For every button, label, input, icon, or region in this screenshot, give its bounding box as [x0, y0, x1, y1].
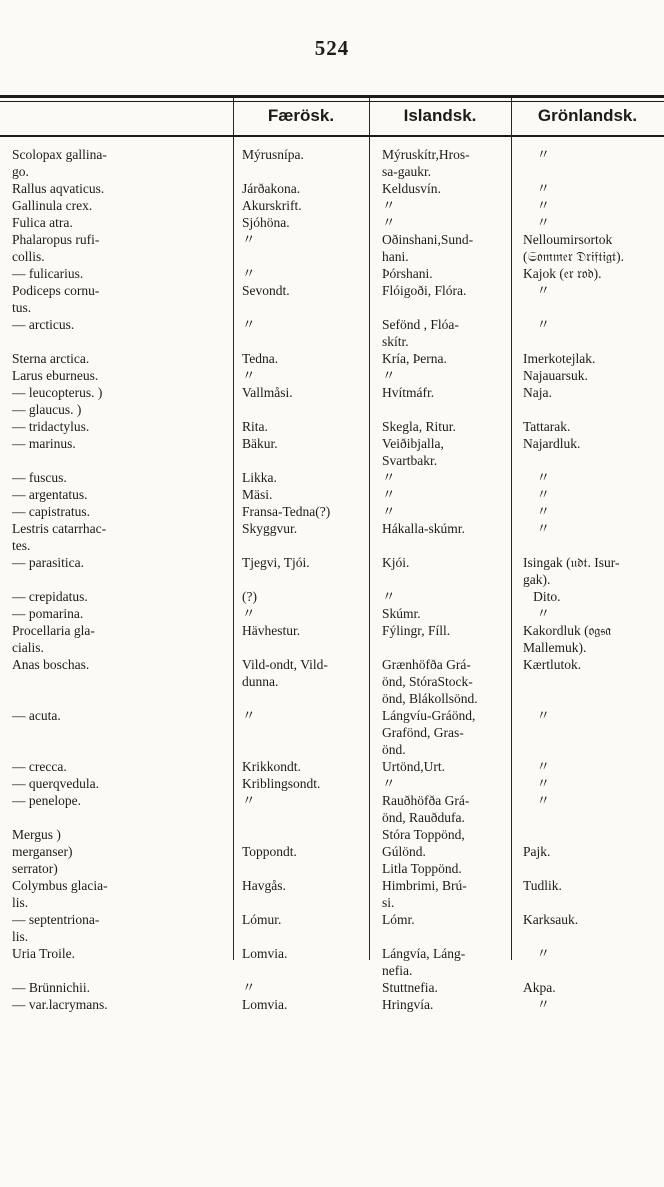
latin-name: — arcticus. [12, 317, 75, 332]
icelandic-name: Sefönd , Flóa- skítr. [382, 317, 459, 349]
table-row [0, 367, 664, 384]
latin-name: — pomarina. [12, 606, 84, 621]
greenlandic-name: 〃 [523, 317, 550, 332]
faroese-name: 〃 [242, 266, 256, 281]
greenlandic-name: 〃 [523, 759, 550, 774]
greenlandic-name: Tudlik. [523, 878, 562, 893]
icelandic-name: Urtönd,Urt. [382, 759, 445, 774]
table-row [0, 146, 664, 180]
icelandic-name: 〃 [382, 589, 396, 604]
header-greenlandic: Grönlandsk. [537, 106, 638, 125]
header-icelandic: Islandsk. [403, 106, 477, 125]
faroese-name: Rita. [242, 419, 268, 434]
table-row [0, 911, 664, 945]
latin-name: — marinus. [12, 436, 76, 451]
greenlandic-name: Akpa. [523, 980, 556, 995]
greenlandic-name: Imerkotejlak. [523, 351, 596, 366]
faroese-name: Akurskrift. [242, 198, 302, 213]
greenlandic-name: 〃 [523, 487, 550, 502]
icelandic-name: 〃 [382, 368, 396, 383]
faroese-name: Toppondt. [242, 844, 297, 859]
icelandic-name: Rauðhöfða Grá- önd, Rauðdufa. [382, 793, 470, 825]
table-row [0, 656, 664, 707]
greenlandic-name: 〃 [523, 997, 550, 1012]
greenlandic-name: 〃 [523, 147, 550, 162]
latin-name: — septentriona- lis. [12, 912, 100, 944]
faroese-name: Bäkur. [242, 436, 278, 451]
header-top-rule-thin [0, 101, 664, 102]
page-number: 524 [314, 36, 350, 60]
icelandic-name: Stuttnefia. [382, 980, 438, 995]
icelandic-name: Hákalla-skúmr. [382, 521, 465, 536]
greenlandic-name: Najardluk. [523, 436, 581, 451]
latin-name: Mergus ) merganser) serrator) [12, 827, 73, 876]
faroese-name: Vallmåsi. [242, 385, 293, 400]
icelandic-name: Oðinshani,Sund- hani. [382, 232, 474, 264]
faroese-name: 〃 [242, 708, 256, 723]
faroese-name: Likka. [242, 470, 277, 485]
greenlandic-name: Isingak (𝔲𝔡𝔱. Isur- gak). [523, 555, 620, 587]
greenlandic-name: Kakordluk (𝔬𝔤𝔰𝔞 Mallemuk). [523, 623, 612, 655]
table-row [0, 554, 664, 588]
greenlandic-name: 〃 [523, 708, 550, 723]
icelandic-name: 〃 [382, 487, 396, 502]
table-row [0, 265, 664, 282]
table-row [0, 350, 664, 367]
faroese-name: Sjóhöna. [242, 215, 290, 230]
table-row [0, 197, 664, 214]
faroese-name: Mäsi. [242, 487, 273, 502]
faroese-name: 〃 [242, 980, 256, 995]
table-row [0, 775, 664, 792]
icelandic-name: 〃 [382, 776, 396, 791]
table-row [0, 282, 664, 316]
latin-name: — argentatus. [12, 487, 88, 502]
table-row [0, 486, 664, 503]
icelandic-name: 〃 [382, 504, 396, 519]
faroese-name: 〃 [242, 368, 256, 383]
faroese-name: Krikkondt. [242, 759, 301, 774]
icelandic-name: 〃 [382, 215, 396, 230]
icelandic-name: Lángvíu-Gráönd, Grafönd, Gras- önd. [382, 708, 476, 757]
faroese-name: Vild-ondt, Vild- dunna. [242, 657, 328, 689]
icelandic-name: Hringvía. [382, 997, 434, 1012]
icelandic-name: Skegla, Ritur. [382, 419, 456, 434]
icelandic-name: Lómr. [382, 912, 415, 927]
greenlandic-name: Pajk. [523, 844, 551, 859]
table-row [0, 418, 664, 435]
greenlandic-name: Nelloumirsortok (𝔖𝔬𝔪𝔪𝔢𝔯 𝔇𝔯𝔦𝔣𝔱𝔦𝔤𝔱). [523, 232, 625, 264]
table-row [0, 758, 664, 775]
faroese-name: Lomvia. [242, 997, 288, 1012]
latin-name: Uria Troile. [12, 946, 76, 961]
icelandic-name: Veiðibjalla, Svartbakr. [382, 436, 444, 468]
faroese-name: Járðakona. [242, 181, 301, 196]
table-row [0, 826, 664, 877]
icelandic-name: Grænhöfða Grá- önd, StóraStock- önd, Blákollsönd. [382, 657, 478, 706]
greenlandic-name: 〃 [523, 470, 550, 485]
greenlandic-name: Tattarak. [523, 419, 571, 434]
latin-name: — acuta. [12, 708, 61, 723]
latin-name: — var.lacrymans. [12, 997, 108, 1012]
faroese-name: 〃 [242, 317, 256, 332]
icelandic-name: Himbrimi, Brú- si. [382, 878, 467, 910]
table-row [0, 214, 664, 231]
faroese-name: 〃 [242, 232, 256, 247]
table-row [0, 707, 664, 758]
greenlandic-name: 〃 [523, 198, 550, 213]
table-row [0, 435, 664, 469]
faroese-name: Fransa-Tedna(?) [242, 504, 331, 519]
greenlandic-name: 〃 [523, 504, 550, 519]
icelandic-name: Kjói. [382, 555, 410, 570]
latin-name: — fuscus. [12, 470, 67, 485]
icelandic-name: Keldusvín. [382, 181, 441, 196]
table-row [0, 877, 664, 911]
table-row [0, 588, 664, 605]
table-row [0, 469, 664, 486]
faroese-name: Lomvia. [242, 946, 288, 961]
greenlandic-name: Naja. [523, 385, 552, 400]
greenlandic-name: 〃 [523, 793, 550, 808]
table-row [0, 605, 664, 622]
latin-name: — crecca. [12, 759, 67, 774]
latin-name: — Brünnichii. [12, 980, 90, 995]
header-faroese: Færösk. [267, 106, 335, 125]
greenlandic-name: 〃 [523, 283, 550, 298]
latin-name: Colymbus glacia- lis. [12, 878, 108, 910]
faroese-name: Tjegvi, Tjói. [242, 555, 310, 570]
icelandic-name: Skúmr. [382, 606, 421, 621]
table-row [0, 979, 664, 996]
faroese-name: Lómur. [242, 912, 282, 927]
table-row [0, 520, 664, 554]
icelandic-name: Lángvía, Láng- nefia. [382, 946, 466, 978]
faroese-name: Sevondt. [242, 283, 290, 298]
latin-name: Fulica atra. [12, 215, 73, 230]
header-bottom-rule [0, 135, 664, 137]
greenlandic-name: Dito. [523, 589, 561, 604]
latin-name: Anas boschas. [12, 657, 90, 672]
latin-name: Rallus aqvaticus. [12, 181, 105, 196]
latin-name: Podiceps cornu- tus. [12, 283, 100, 315]
icelandic-name: Kría, Þerna. [382, 351, 447, 366]
latin-name: Scolopax gallina- go. [12, 147, 107, 179]
table-row [0, 792, 664, 826]
latin-name: Procellaria gla- cialis. [12, 623, 95, 655]
latin-name: — parasitica. [12, 555, 84, 570]
greenlandic-name: Kærtlutok. [523, 657, 582, 672]
latin-name: — tridactylus. [12, 419, 90, 434]
latin-name: — capistratus. [12, 504, 90, 519]
header-top-rule [0, 95, 664, 98]
icelandic-name: Stóra Toppönd, Gúlönd. Litla Toppönd. [382, 827, 465, 876]
icelandic-name: Flóigoði, Flóra. [382, 283, 467, 298]
icelandic-name: 〃 [382, 470, 396, 485]
latin-name: — fulicarius. [12, 266, 84, 281]
bird-names-table [0, 146, 664, 1013]
latin-name: — querqvedula. [12, 776, 99, 791]
latin-name: — penelope. [12, 793, 81, 808]
faroese-name: Mýrusnípa. [242, 147, 304, 162]
table-row [0, 503, 664, 520]
table-row [0, 622, 664, 656]
table-row [0, 945, 664, 979]
latin-name: — crepidatus. [12, 589, 88, 604]
table-row [0, 231, 664, 265]
faroese-name: (?) [242, 589, 257, 604]
latin-name: Larus eburneus. [12, 368, 99, 383]
faroese-name: Hävhestur. [242, 623, 301, 638]
greenlandic-name: Karksauk. [523, 912, 579, 927]
faroese-name: Kriblingsondt. [242, 776, 321, 791]
icelandic-name: Þórshani. [382, 266, 433, 281]
greenlandic-name: Kajok (𝔢𝔯 𝔯𝔬𝔡). [523, 266, 602, 281]
greenlandic-name: 〃 [523, 606, 550, 621]
table-row [0, 996, 664, 1013]
table-row [0, 384, 664, 418]
greenlandic-name: Najauarsuk. [523, 368, 588, 383]
greenlandic-name: 〃 [523, 776, 550, 791]
table-row [0, 180, 664, 197]
greenlandic-name: 〃 [523, 181, 550, 196]
latin-name: Gallinula crex. [12, 198, 93, 213]
greenlandic-name: 〃 [523, 215, 550, 230]
icelandic-name: Fýlingr, Fíll. [382, 623, 451, 638]
latin-name: Phalaropus rufi- collis. [12, 232, 100, 264]
icelandic-name: Mýruskítr,Hros- sa-gaukr. [382, 147, 470, 179]
latin-name: Lestris catarrhac- tes. [12, 521, 107, 553]
faroese-name: Havgås. [242, 878, 286, 893]
icelandic-name: Hvítmáfr. [382, 385, 435, 400]
greenlandic-name: 〃 [523, 946, 550, 961]
faroese-name: 〃 [242, 606, 256, 621]
icelandic-name: 〃 [382, 198, 396, 213]
latin-name: Sterna arctica. [12, 351, 90, 366]
faroese-name: 〃 [242, 793, 256, 808]
faroese-name: Tedna. [242, 351, 279, 366]
faroese-name: Skyggvur. [242, 521, 298, 536]
greenlandic-name: 〃 [523, 521, 550, 536]
table-row [0, 316, 664, 350]
latin-name: — leucopterus. ) — glaucus. ) [12, 385, 103, 417]
